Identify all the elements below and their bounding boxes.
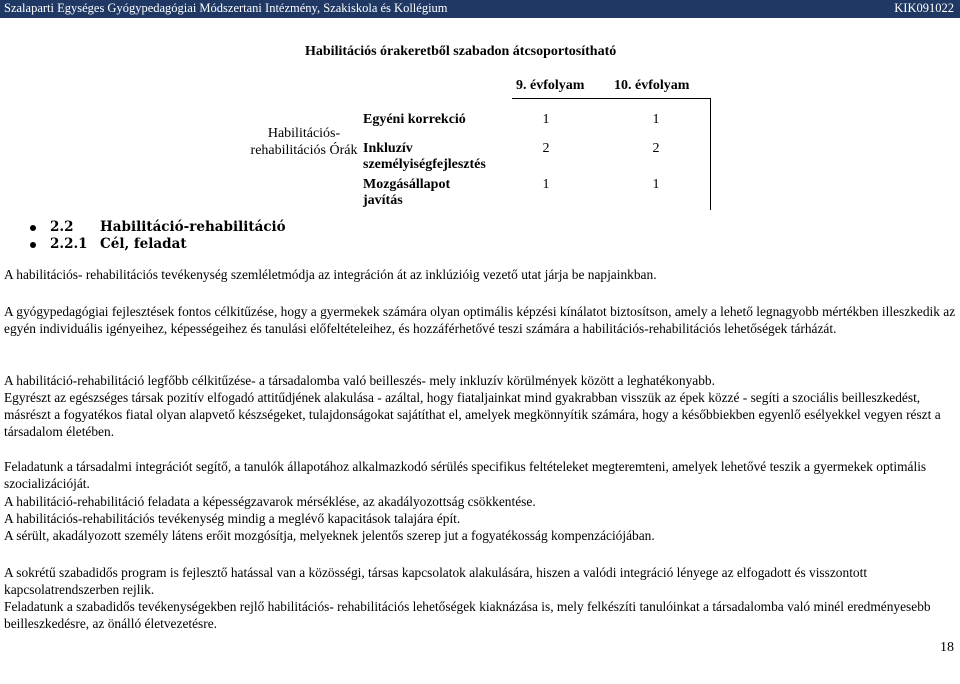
paragraph-task-2: A habilitáció-rehabilitáció feladata a képességzavarok mérséklése, az akadályozottság csökkentése. bbox=[4, 494, 536, 509]
table-rule bbox=[512, 98, 710, 99]
bullet-icon bbox=[30, 242, 36, 248]
paragraph-task-4: A sérült, akadályozott személy látens erőit mozgósítja, melyeknek jelentős szerep jut a fogyatékosság kompenzációjában. bbox=[4, 528, 655, 543]
cell-r1-g9: 1 bbox=[542, 112, 550, 127]
heading-2-2: 2.2 Habilitáció-rehabilitáció bbox=[30, 219, 286, 235]
institution-name: Szalaparti Egységes Gyógypedagógiai Módszertani Intézmény, Szakiskola és Kollégium bbox=[4, 1, 448, 15]
grade-9-header: 9. évfolyam bbox=[516, 78, 585, 93]
cell-r2-g10: 2 bbox=[652, 141, 660, 156]
paragraph-task-3: A habilitációs-rehabilitációs tevékenység mindig a meglévő kapacitások talajára épít. bbox=[4, 511, 461, 526]
paragraph-intro: A habilitációs- rehabilitációs tevékenység szemléletmódja az integráción át az inklúzióig vezető utat járja be napjainkban. bbox=[4, 267, 657, 282]
cell-r3-g9: 1 bbox=[542, 177, 550, 192]
paragraph-leisure: A sokrétű szabadidős program is fejlesztő hatással van a közösségi, társas kapcsolatok alakulására, hiszen a valódi integráció lényege az elfogadott és visszontott kapcsolatrendszerben rejlik. bbox=[4, 565, 868, 597]
row-label-2: Inkluzív személyiségfejlesztés bbox=[363, 141, 486, 172]
cell-r3-g10: 1 bbox=[652, 177, 660, 192]
group-label: Habilitációs-rehabilitációs Órák bbox=[250, 126, 358, 158]
bullet-icon bbox=[30, 225, 36, 231]
paragraph-leisure-2: Feladatunk a szabadidős tevékenységekben rejlő habilitációs- rehabilitációs lehetőségek kiaknázása is, mely felkészíti tanulóinkat a társadalomba való minél eredményesebb beilleszkedésre, az önálló életvezetésre. bbox=[4, 599, 931, 631]
heading-2-2-1: 2.2.1 Cél, feladat bbox=[30, 236, 187, 252]
row-label-1: Egyéni korrekció bbox=[363, 112, 466, 127]
document-code: KIK091022 bbox=[894, 1, 954, 15]
paragraph-integration: Egyrészt az egészséges társak pozitív elfogadó attitűdjének alakulása - azáltal, hogy fiataljainkat mind gyakrabban visszük az épek közzé - segíti a szociális beilleszkedést, másrészt a fogyatékos fiatal olyan alapvető készségeket, tulajdonságokat sajátíthat el, amelyek megkönnyítik számára, hogy a későbbiekben egyenlő esélyekkel vegyen részt a társadalom életében. bbox=[4, 390, 941, 439]
paragraph-task: Feladatunk a társadalmi integrációt segítő, a tanulók állapotához alkalmazkodó sérülés specifikus feltételeket megteremteni, amelyek lehetővé teszik a gyermekek optimális szocializációját. bbox=[4, 459, 927, 491]
page-header bbox=[0, 0, 960, 18]
cell-r2-g9: 2 bbox=[542, 141, 550, 156]
cell-r1-g10: 1 bbox=[652, 112, 660, 127]
paragraph-main-goal: A habilitáció-rehabilitáció legfőbb célkitűzése- a társadalomba való beilleszés- mely inkluzív körülmények között a leghatékonyabb. bbox=[4, 373, 715, 388]
grade-10-header: 10. évfolyam bbox=[614, 78, 690, 93]
table-title: Habilitációs órakeretből szabadon átcsoportosítható bbox=[305, 44, 617, 59]
paragraph-goals: A gyógypedagógiai fejlesztések fontos célkitűzése, hogy a gyermekek számára olyan optimális képzési kínálatot biztosítson, amely a lehető legnagyobb mértékben illeszkedik az egyén individuális igényeihez, képességeihez és tanulási előfeltételeihez, és hozzáférhetővé teszi számára a habilitációs-rehabilitációs lehetőségek tárházát. bbox=[4, 304, 956, 336]
table-border bbox=[710, 98, 711, 210]
row-label-3: Mozgásállapot javítás bbox=[363, 177, 451, 208]
page-number: 18 bbox=[940, 640, 954, 655]
